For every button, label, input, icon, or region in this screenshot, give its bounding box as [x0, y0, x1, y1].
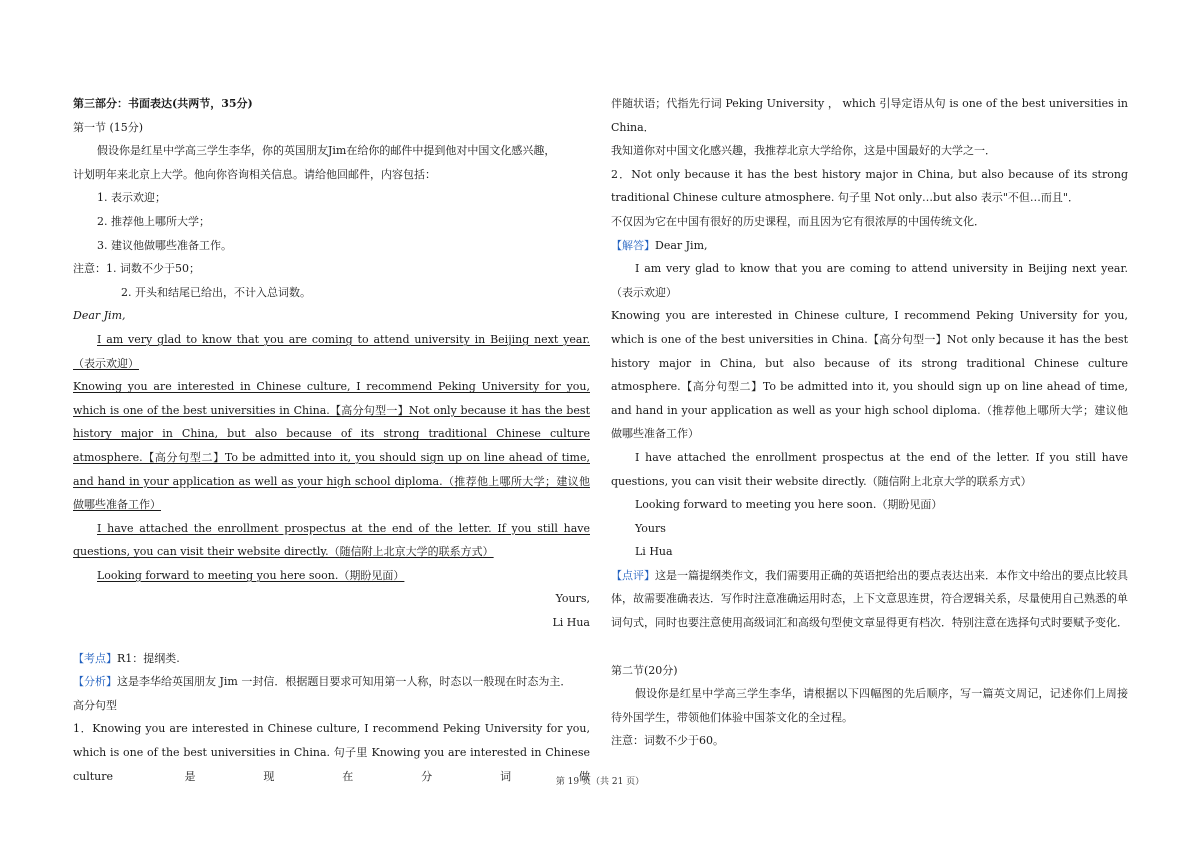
answer-paragraph-1: I am very glad to know that you are coming to attend university in Beijing next year.（表示欢迎） — [611, 262, 1128, 299]
letter-salutation: Dear Jim, — [73, 309, 126, 323]
part2-note: 注意：词数不少于60。 — [611, 734, 724, 748]
prompt-item-3: 3. 建议他做哪些准备工作。 — [97, 238, 232, 252]
part2-header: 第二节(20分) — [611, 663, 678, 677]
translation-2: 不仅因为它在中国有很好的历史课程，而且因为它有很浓厚的中国传统文化． — [611, 214, 985, 228]
answer-paragraph-4: Looking forward to meeting you here soon.（期盼见面） — [635, 498, 943, 512]
prompt-item-2: 2. 推荐他上哪所大学； — [97, 214, 210, 228]
section-title: 第三部分：书面表达(共两节，35分) — [73, 97, 253, 110]
jieda-text: Dear Jim, — [655, 238, 708, 252]
left-column — [73, 92, 590, 788]
fenxi — [73, 670, 590, 694]
answer-paragraph-3: I have attached the enrollment prospectus at the end of the letter. If you still have questions, you can visit their website directly.（随信附上北京大学的联系方式） — [611, 450, 1128, 488]
fenxi-text: 这是李华给英国朋友 Jim 一封信．根据题目要求可知用第一人称，时态以一般现在时态为主． — [117, 675, 572, 689]
prompt-item-1: 1. 表示欢迎； — [97, 191, 166, 205]
translation-1: 我知道你对中国文化感兴趣，我推荐北京大学给你，这是中国最好的大学之一． — [611, 144, 996, 158]
point-1-continued: 伴随状语；代指先行词 Peking University ， which 引导定语从句 is one of the best universities in China． — [611, 97, 1128, 134]
answer-paragraph-2: Knowing you are interested in Chinese culture, I recommend Peking University for you, which is one of the best universities in China.【高分句型一】Not only because it has the best history major in China, but also because of its strong traditional Chinese culture atmosphere.【高分句型二】To be admitted into it, you should sign up on line ahead of time, and hand in your application as well as your high school diploma.（推荐他上哪所大学；建议他做哪些准备工作） — [611, 309, 1128, 441]
kaodian — [73, 647, 590, 671]
letter-signature: Li Hua — [552, 616, 590, 630]
right-column — [611, 92, 1128, 753]
answer-signature: Li Hua — [635, 545, 673, 559]
dianping — [611, 564, 1128, 635]
jieda-tag: 【解答】 — [611, 238, 655, 252]
letter-paragraph-2: Knowing you are interested in Chinese culture, I recommend Peking University for you, which is one of the best universities in China.【高分句型一】Not only because it has the best history major in China, but also because of its strong traditional Chinese culture atmosphere.【高分句型二】To be admitted into it, you should sign up on line ahead of time, and hand in your application as well as your high school diploma.（推荐他上哪所大学；建议他做哪些准备工作） — [73, 380, 590, 512]
dianping-tag: 【点评】 — [611, 568, 655, 582]
dianping-text: 这是一篇提纲类作文，我们需要用正确的英语把给出的要点表达出来．本作文中给出的要点比较具体，故需要准确表达．写作时注意准确运用时态，上下文意思连贯，符合逻辑关系，尽量使用自己熟悉的单词句式，同时也要注意使用高级词汇和高级句型使文章显得更有档次．特别注意在选择句式时要赋予变化． — [611, 568, 1128, 630]
part1-header: 第一节 (15分) — [73, 120, 144, 134]
note-1: 注意：1. 词数不少于50； — [73, 262, 200, 276]
note-2: 2. 开头和结尾已给出，不计入总词数。 — [121, 285, 311, 299]
letter-paragraph-1: I am very glad to know that you are coming to attend university in Beijing next year.（表示欢迎） — [73, 332, 590, 370]
fenxi-tag: 【分析】 — [73, 675, 117, 689]
kaodian-text: R1：提纲类. — [117, 651, 180, 665]
sentence-point-1: 1．Knowing you are interested in Chinese culture, I recommend Peking University for you, which is one of the best universities in China. 句子里 Knowing you are interested in Chinese culture 是现在分词做 — [73, 722, 590, 783]
letter-paragraph-3: I have attached the enrollment prospectus at the end of the letter. If you still have questions, you can visit their website directly.（随信附上北京大学的联系方式） — [73, 521, 590, 559]
prompt-line-1: 假设你是红星中学高三学生李华，你的英国朋友Jim在给你的邮件中提到他对中国文化感兴趣， — [97, 144, 556, 158]
gaofen-heading: 高分句型 — [73, 698, 117, 712]
answer-closing: Yours — [635, 521, 666, 535]
letter-closing: Yours, — [555, 592, 590, 606]
part2-prompt: 假设你是红星中学高三学生李华，请根据以下四幅图的先后顺序，写一篇英文周记，记述你们上周接待外国学生，带领他们体验中国茶文化的全过程。 — [611, 687, 1128, 724]
letter-paragraph-4: Looking forward to meeting you here soon.（期盼见面） — [97, 568, 405, 582]
sentence-point-2: 2．Not only because it has the best history major in China, but also because of its strong traditional Chinese culture atmosphere. 句子里 Not only…but also 表示"不但…而且"． — [611, 167, 1128, 205]
jieda — [611, 234, 1128, 258]
page-footer: 第 19 页（共 21 页） — [555, 777, 645, 787]
prompt-line-2: 计划明年来北京上大学。他向你咨询相关信息。请给他回邮件，内容包括： — [73, 167, 436, 181]
kaodian-tag: 【考点】 — [73, 651, 117, 665]
